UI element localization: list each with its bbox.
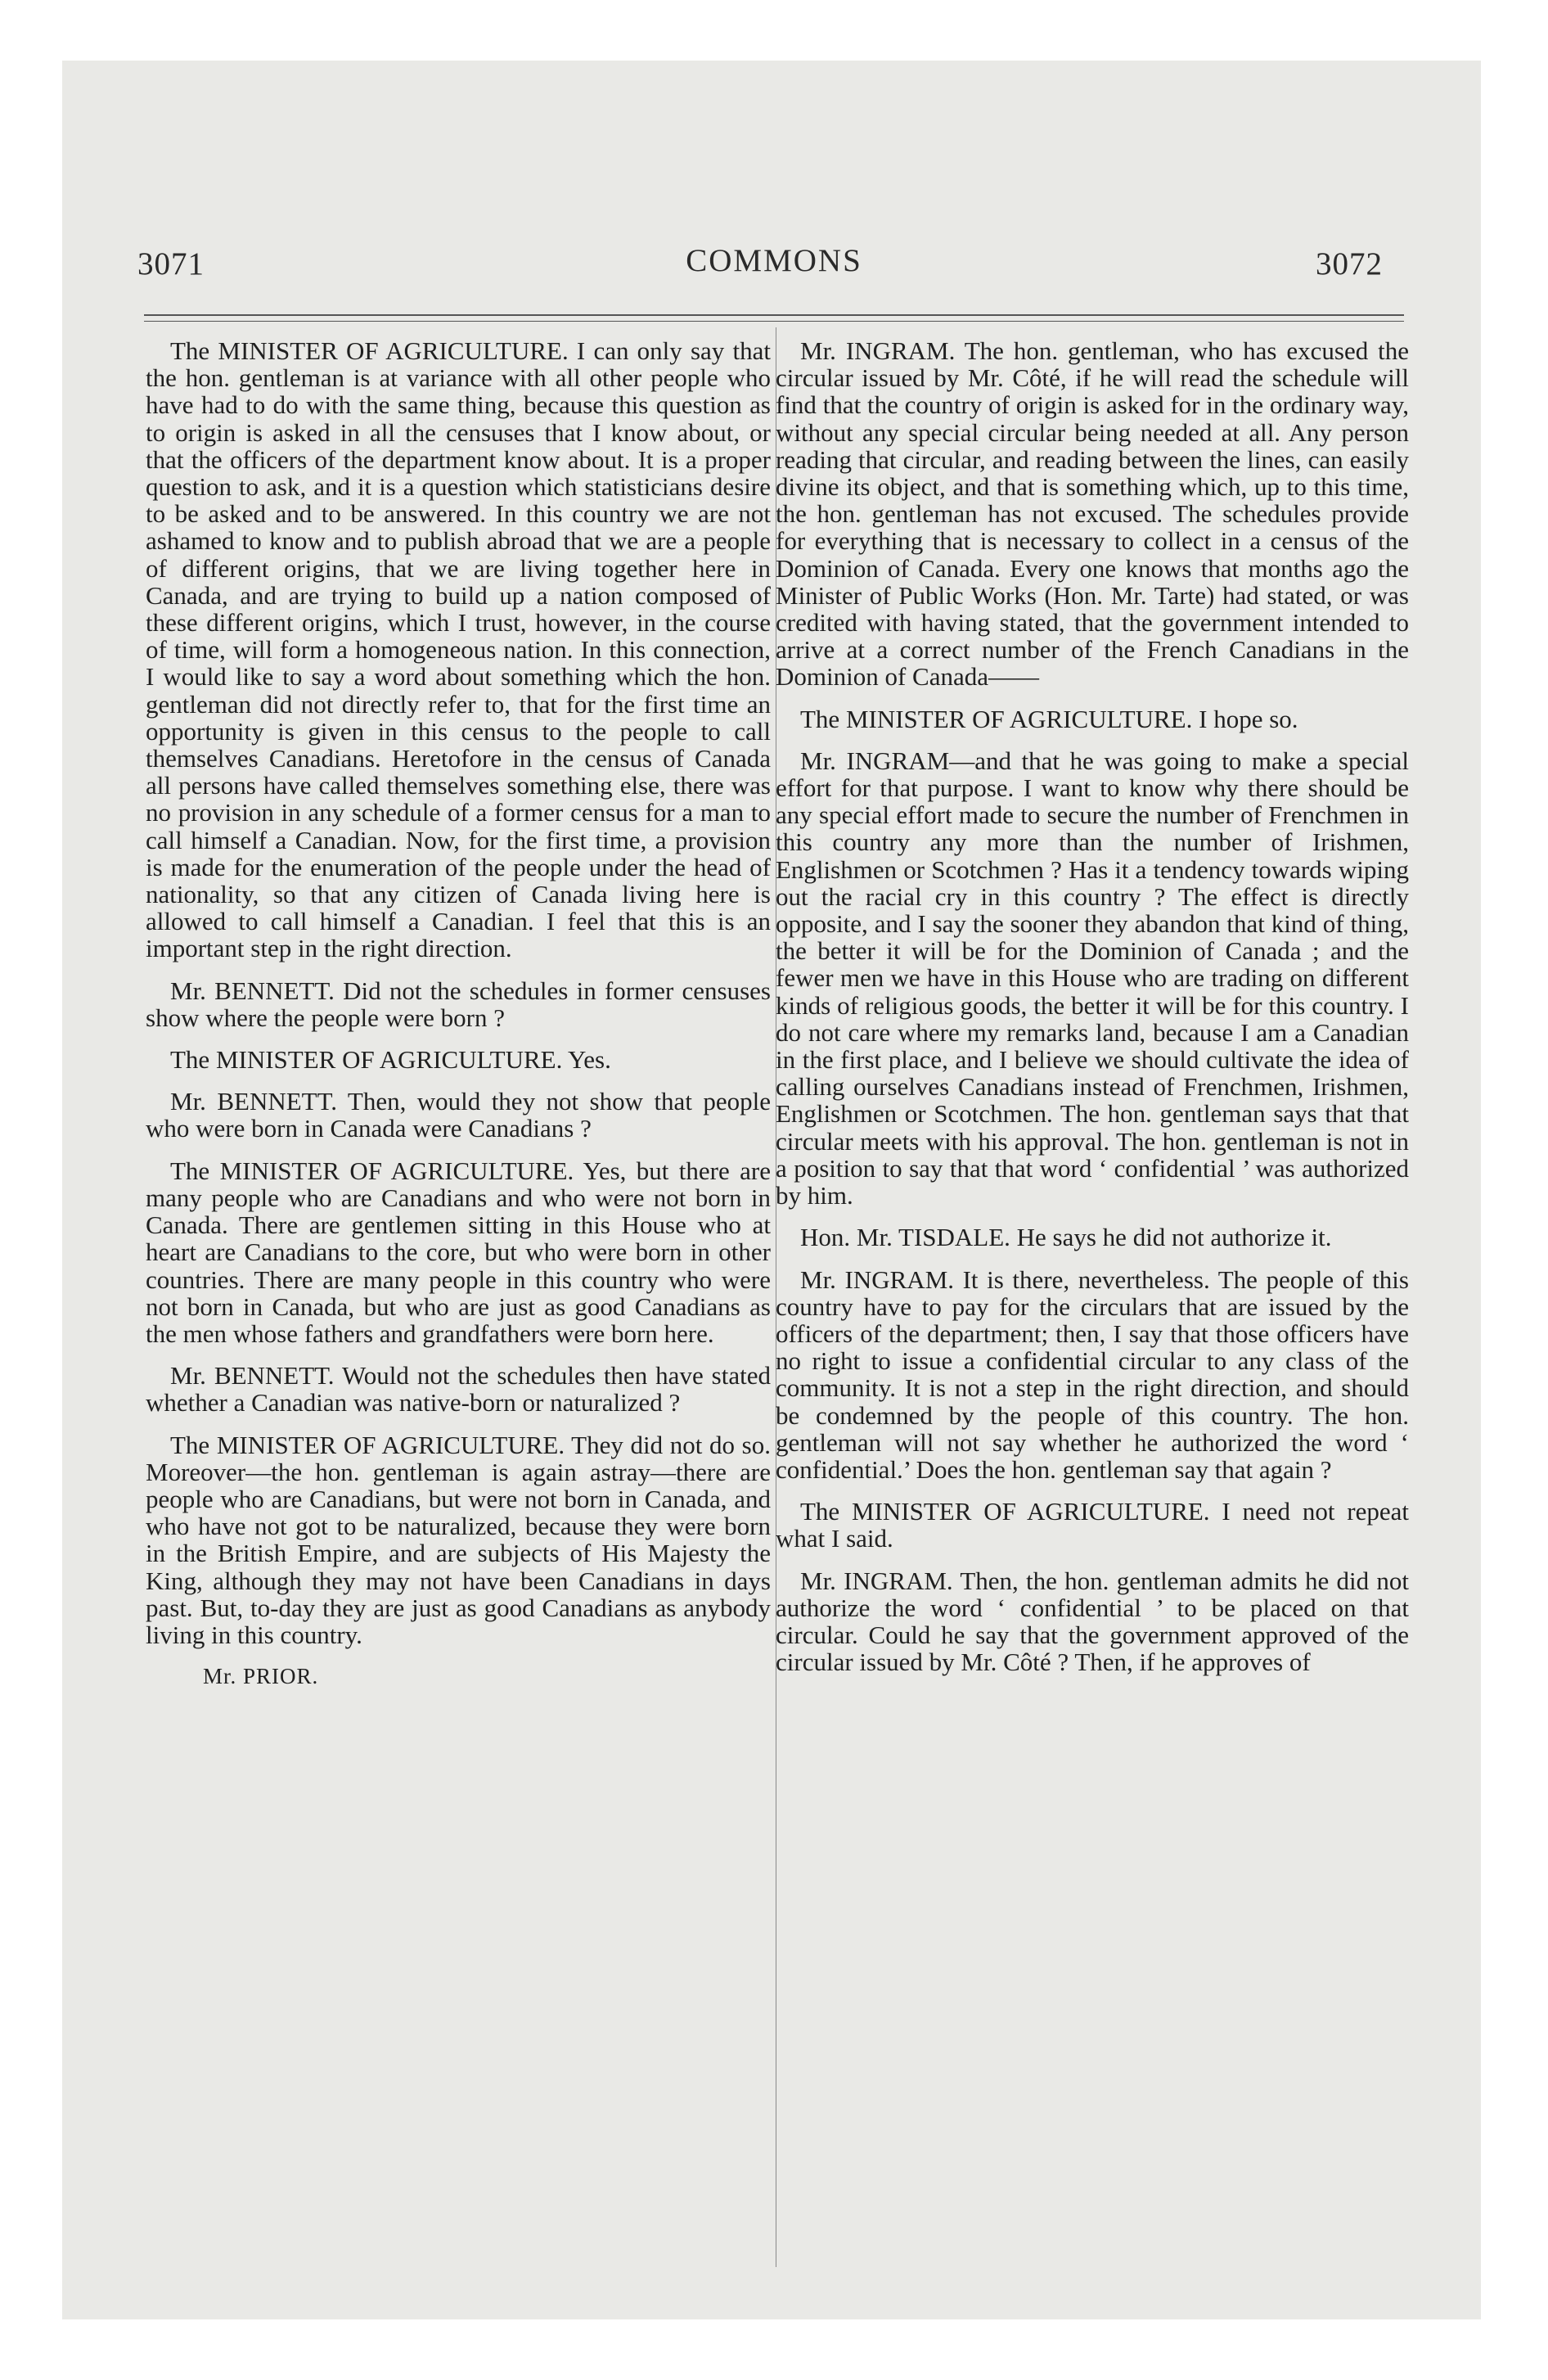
running-head: COMMONS <box>686 243 862 278</box>
header-rule <box>144 314 1404 316</box>
paragraph: The MINISTER OF AGRICULTURE. I hope so. <box>800 704 1298 733</box>
header-rule-thin <box>144 321 1404 322</box>
paragraph: Mr. BENNETT. Would not the schedules then have stated whether a Canadian was native-born or naturalized ? <box>146 1361 771 1418</box>
page-number-left: 3071 <box>137 246 205 282</box>
paragraph: The MINISTER OF AGRICULTURE. They did not do so. Moreover—the hon. gentleman is again astray—there are people who are Canadians, but were not born in Canada, and who have not got to be naturalized, because they were born in the British Empire, and are subjects of His Majesty the King, although they may not have been Canadians in days past. But, to-day they are just as good Canadians as anybody living in this country. <box>146 1430 771 1649</box>
paragraph: The MINISTER OF AGRICULTURE. Yes. <box>170 1045 611 1075</box>
right-column <box>776 337 1409 1690</box>
paragraph: Hon. Mr. TISDALE. He says he did not authorize it. <box>800 1223 1332 1252</box>
page-number-right: 3072 <box>1316 246 1383 282</box>
left-column <box>146 337 771 1690</box>
paragraph: Mr. BENNETT. Did not the schedules in former censuses show where the people were born ? <box>146 976 771 1032</box>
paragraph: Mr. BENNETT. Then, would they not show that people who were born in Canada were Canadians ? <box>146 1087 771 1143</box>
paragraph: Mr. INGRAM—and that he was going to make a special effort for that purpose. I want to know why there should be any special effort made to secure the number of Frenchmen in this country any more than the number of Irishmen, Englishmen or Scotchmen ? Has it a tendency towards wiping out the racial cry in this country ? The effect is directly opposite, and I say the sooner they abandon that kind of thing, the better it will be for the Dominion of Canada ; and the fewer men we have in this House who are trading on different kinds of religious goods, the better it will be for this country. I do not care where my remarks land, because I am a Canadian in the first place, and I believe we should cultivate the idea of calling ourselves Canadians instead of Frenchmen, Irishmen, Englishmen or Scotchmen. The hon. gentleman says that that circular meets with his approval. The hon. gentleman is not in a position to say that that word ‘ confidential ’ was authorized by him. <box>776 746 1409 1210</box>
paragraph: The MINISTER OF AGRICULTURE. Yes, but there are many people who are Canadians and who were not born in Canada. There are gentlemen sitting in this House who at heart are Canadians to the core, but who were born in other countries. There are many people in this country who were not born in Canada, but who are just as good Canadians as the men whose fathers and grandfathers were born here. <box>146 1156 771 1348</box>
paragraph: The MINISTER OF AGRICULTURE. I need not repeat what I said. <box>776 1497 1409 1553</box>
footer-signature: Mr. PRIOR. <box>203 1664 319 1689</box>
paragraph: Mr. INGRAM. It is there, nevertheless. The people of this country have to pay for the circulars that are issued by the officers of the department; then, I say that those officers have no right to issue a confidential circular to any class of the community. It is not a step in the right direction, and should be condemned by the people of this country. The hon. gentleman will not say whether he authorized the word ‘ confidential.’ Does the hon. gentleman say that again ? <box>776 1264 1409 1484</box>
paragraph: Mr. INGRAM. The hon. gentleman, who has excused the circular issued by Mr. Côté, if he will read the schedule will find that the country of origin is asked for in the ordinary way, without any special circular being needed at all. Any person reading that circular, and reading between the lines, can easily divine its object, and that is something which, up to this time, the hon. gentleman has not excused. The schedules provide for everything that is necessary to collect in a census of the Dominion of Canada. Every one knows that months ago the Minister of Public Works (Hon. Mr. Tarte) had stated, or was credited with having stated, that the government intended to arrive at a correct number of the French Canadians in the Dominion of Canada—— <box>776 336 1409 692</box>
paragraph: Mr. INGRAM. Then, the hon. gentleman admits he did not authorize the word ‘ confidential ’ to be placed on that circular. Could he say that the government approved of the circular issued by Mr. Côté ? Then, if he approves of <box>776 1566 1409 1677</box>
paragraph: The MINISTER OF AGRICULTURE. I can only say that the hon. gentleman is at variance with all other people who have had to do with the same thing, because this question as to origin is asked in all the censuses that I know about, or that the officers of the department know about. It is a proper question to ask, and it is a question which statisticians desire to be asked and to be answered. In this country we are not ashamed to know and to publish abroad that we are a people of different origins, that we are living together here in Canada, and are trying to build up a nation composed of these different origins, which I trust, however, in the course of time, will form a homogeneous nation. In this connection, I would like to say a word about something which the hon. gentleman did not directly refer to, that for the first time an opportunity is given in this census to the people to call themselves Canadians. Heretofore in the census of Canada all persons have called themselves something else, there was no provision in any schedule of a former census for a man to call himself a Canadian. Now, for the first time, a provision is made for the enumeration of the people under the head of nationality, so that any citizen of Canada living here is allowed to call himself a Canadian. I feel that this is an important step in the right direction. <box>146 336 771 963</box>
